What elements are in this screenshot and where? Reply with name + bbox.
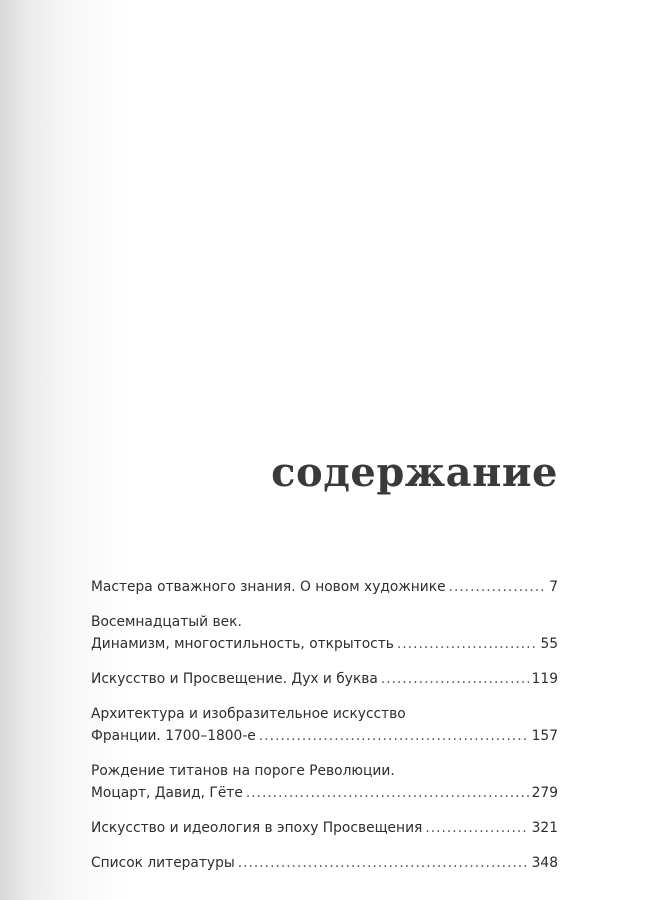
toc-entry-title-continued: Франции. 1700–1800-е — [91, 728, 256, 744]
toc-entry — [91, 760, 558, 804]
toc-entry-title: Список литературы — [91, 855, 235, 871]
toc-line — [91, 760, 558, 782]
dot-leader — [259, 725, 529, 747]
dot-leader — [246, 782, 529, 804]
table-of-contents — [91, 576, 558, 887]
toc-entry-title: Искусство и идеология в эпоху Просвещения — [91, 820, 423, 836]
page-title: содержание — [271, 448, 558, 496]
dot-leader — [449, 576, 547, 598]
toc-entry-title: Мастера отважного знания. О новом художнике — [91, 579, 446, 595]
toc-line — [91, 576, 558, 598]
toc-entry-title-continued: Моцарт, Давид, Гёте — [91, 785, 243, 801]
toc-entry-title: Искусство и Просвещение. Дух и буква — [91, 671, 378, 687]
toc-page-number: 279 — [531, 785, 558, 801]
toc-line — [91, 633, 558, 655]
toc-entry — [91, 817, 558, 839]
toc-entry-title: Восемнадцатый век. — [91, 614, 242, 630]
toc-line — [91, 703, 558, 725]
toc-entry — [91, 703, 558, 747]
toc-page-number: 321 — [531, 820, 558, 836]
toc-line — [91, 668, 558, 690]
toc-line — [91, 611, 558, 633]
toc-entry — [91, 668, 558, 690]
dot-leader — [397, 633, 538, 655]
toc-line — [91, 725, 558, 747]
toc-entry — [91, 576, 558, 598]
toc-page-number: 119 — [531, 671, 558, 687]
toc-entry — [91, 611, 558, 655]
toc-page-number: 157 — [531, 728, 558, 744]
dot-leader — [425, 817, 528, 839]
toc-entry — [91, 852, 558, 874]
toc-entry-title-continued: Динамизм, многостильность, открытость — [91, 636, 394, 652]
toc-line — [91, 782, 558, 804]
toc-line — [91, 817, 558, 839]
dot-leader — [238, 852, 529, 874]
toc-line — [91, 852, 558, 874]
dot-leader — [381, 668, 529, 690]
toc-entry-title: Архитектура и изобразительное искусство — [91, 706, 406, 722]
toc-entry-title: Рождение титанов на пороге Революции. — [91, 763, 395, 779]
toc-page-number: 55 — [540, 636, 558, 652]
toc-page-number: 348 — [531, 855, 558, 871]
toc-page-number: 7 — [549, 579, 558, 595]
